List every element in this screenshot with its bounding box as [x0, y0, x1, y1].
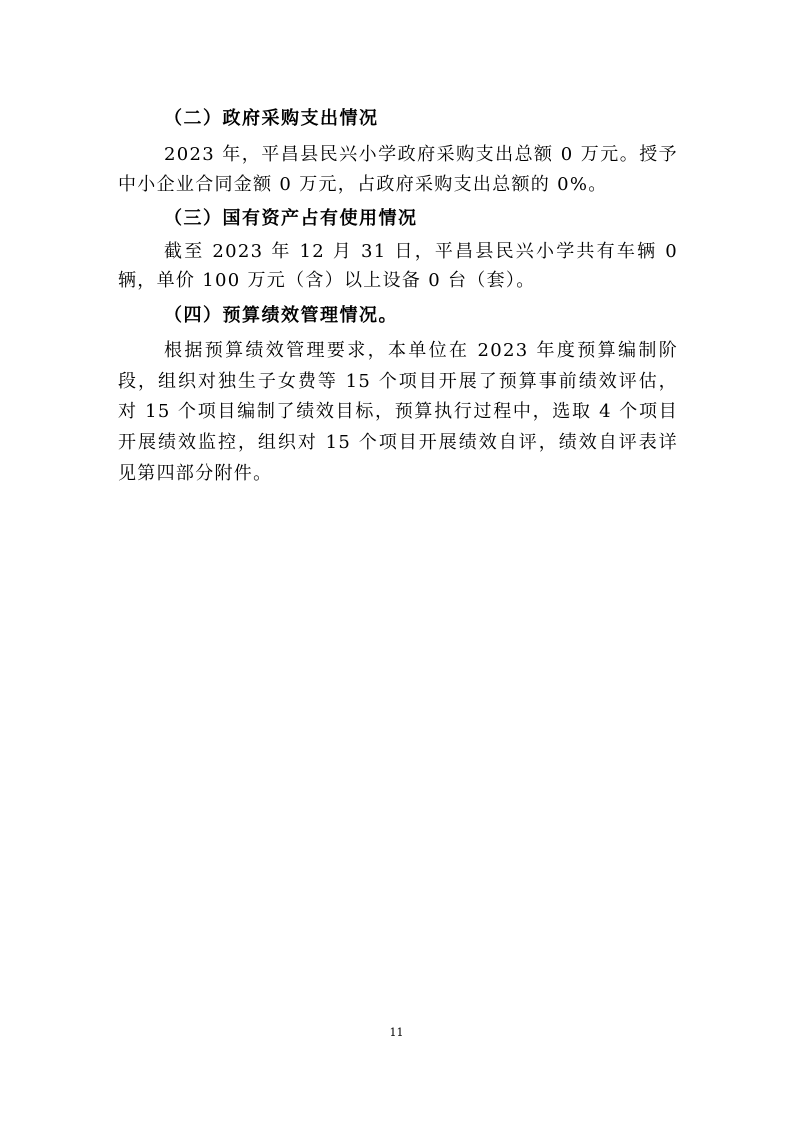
- section-text-procurement: 2023 年，平昌县民兴小学政府采购支出总额 0 万元。授予中小企业合同金额 0 万元，占政府采购支出总额的 0%。: [118, 144, 678, 195]
- section-text-state-assets: 截至 2023 年 12 月 31 日，平昌县民兴小学共有车辆 0 辆，单价 100 万元（含）以上设备 0 台（套）。: [118, 240, 678, 292]
- section-heading-state-assets: （三）国有资产占有使用情况: [164, 207, 418, 229]
- page-content: [118, 104, 678, 489]
- page-number: 11: [389, 1026, 404, 1039]
- section-heading-performance: （四）预算绩效管理情况。: [164, 305, 398, 327]
- section-heading-procurement: （二）政府采购支出情况: [164, 108, 379, 129]
- section-text-performance: 根据预算绩效管理要求，本单位在 2023 年度预算编制阶段，组织对独生子女费等 15 个项目开展了预算事前绩效评估，对 15 个项目编制了绩效目标，预算执行过程中，选取 4 个项目开展绩效监控，组织对 15 个项目开展绩效自评，绩效自评表详见第四部分附件。: [118, 340, 678, 484]
